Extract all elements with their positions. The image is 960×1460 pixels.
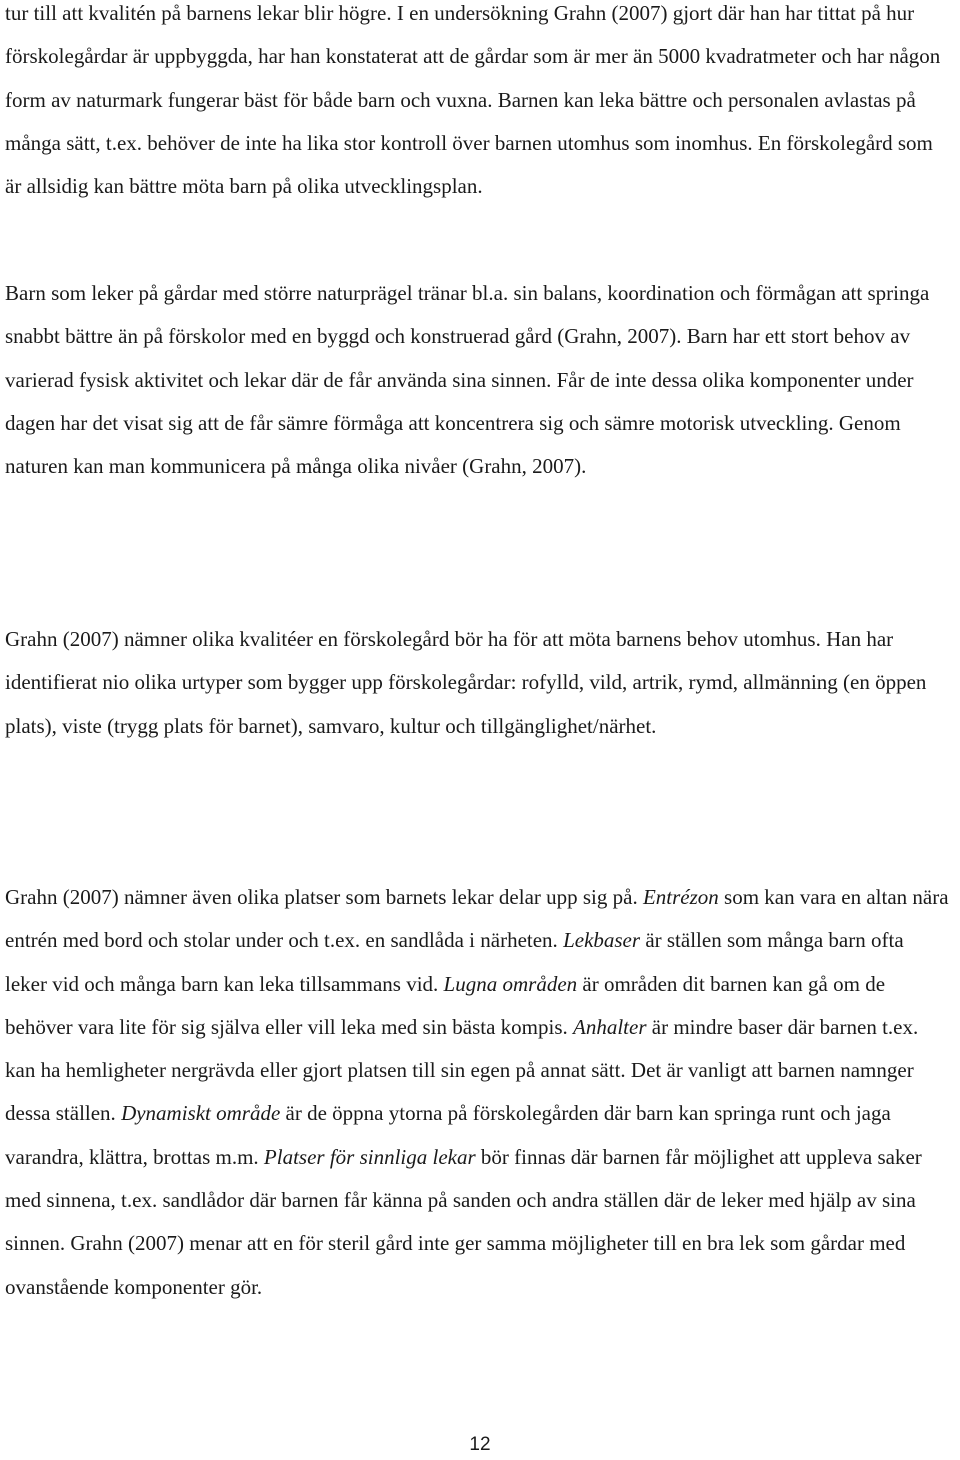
paragraph-text: tur till att kvalitén på barnens lekar blir högre. I en undersökning Grahn (2007) gjort där han har tittat på hur förskolegårdar är uppbyggda, har han konstaterat att de gårdar som är mer än 5000 kvadratmeter och har någon form av naturmark fungerar bäst för både barn och vuxna. Barnen kan leka bättre och personalen avlastas på många sätt, t.ex. behöver de inte ha lika stor kontroll över barnen utomhus som inomhus. En förskolegård som är allsidig kan bättre möta barn på olika utvecklingsplan. bbox=[5, 1, 941, 199]
term-platser-for-sinnliga-lekar: Platser för sinnliga lekar bbox=[263, 1144, 476, 1169]
paragraph-text: Grahn (2007) nämner även olika platser som barnets lekar delar upp sig på. bbox=[5, 885, 643, 909]
paragraph-text: bör finnas där barnen får möjlighet att uppleva saker med sinnena, t.ex. sandlådor där barnen får känna på sanden och andra ställen där de leker med hjälp av sina sinnen. Grahn (2007) menar att en för steril gård inte ger samma möjligheter till en bra lek som gårdar med ovanstående komponenter gör. bbox=[5, 1144, 922, 1299]
paragraph-text: är ställen som många barn ofta leker vid och många barn kan leka tillsammans vid. bbox=[5, 928, 904, 996]
paragraph-text: är de öppna ytorna på förskolegården där barn kan springa runt och jaga varandra, klättra, brottas m.m. bbox=[5, 1101, 891, 1169]
term-lekbaser: Lekbaser bbox=[563, 928, 641, 953]
paragraph-text: är mindre baser där barnen t.ex. kan ha hemligheter nergrävda eller gjort platsen till sin egen på annat sätt. Det är vanligt att barnen namnger dessa ställen. bbox=[5, 1014, 919, 1126]
term-entrezon: Entrézon bbox=[642, 885, 719, 909]
paragraph-2 bbox=[5, 272, 950, 488]
paragraph-text: Grahn (2007) nämner olika kvalitéer en förskolegård bör ha för att möta barnens behov utomhus. Han har identifierat nio olika urtyper som bygger upp förskolegårdar: rofylld, vild, artrik, rymd, allmänning (en öppen plats), viste (trygg plats för barnet), samvaro, kultur och tillgänglighet/närhet. bbox=[5, 627, 927, 738]
paragraph-text: Barn som leker på gårdar med större naturprägel tränar bl.a. sin balans, koordination och förmågan att springa snabbt bättre än på förskolor med en byggd och konstruerad gård (Grahn, 2007). Barn har ett stort behov av varierad fysisk aktivitet och lekar där de får använda sina sinnen. Får de inte dessa olika komponenter under dagen har det visat sig att de får sämre förmåga att koncentrera sig och sämre motorisk utveckling. Genom naturen kan man kommunicera på många olika nivåer (Grahn, 2007). bbox=[5, 281, 930, 479]
paragraph-text: som kan vara en altan nära entrén med bord och stolar under och t.ex. en sandlåda i närheten. bbox=[5, 885, 949, 953]
term-dynamiskt-omrade: Dynamiskt område bbox=[121, 1101, 281, 1126]
term-lugna-omraden: Lugna områden bbox=[443, 971, 578, 996]
term-anhalter: Anhalter bbox=[573, 1014, 647, 1039]
page-number: 12 bbox=[469, 1434, 491, 1455]
paragraph-1 bbox=[5, 0, 950, 208]
paragraph-3 bbox=[5, 618, 950, 748]
paragraph-text: är områden dit barnen kan gå om de behöver vara lite för sig själva eller vill leka med sin bästa kompis. bbox=[5, 971, 886, 1039]
paragraph-4 bbox=[5, 876, 950, 1309]
